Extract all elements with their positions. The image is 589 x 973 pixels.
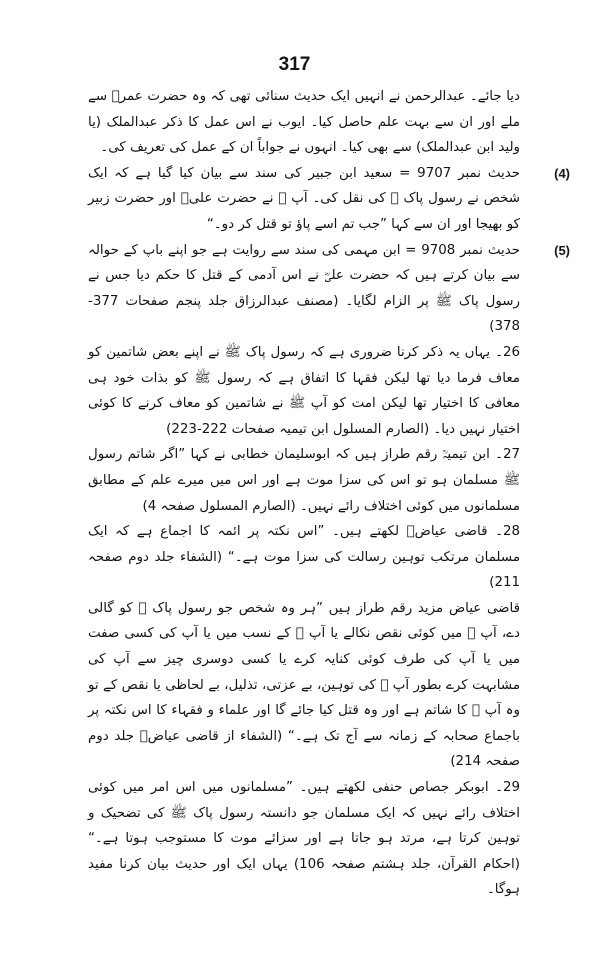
page-number: 317 — [278, 54, 311, 75]
hadith-4-block — [88, 161, 570, 238]
item-number-5: (5) — [554, 242, 570, 258]
hadith-9708-paragraph: حدیث نمبر 9708 = ابن مہمی کی سند سے روایت ہے جو اپنے باپ کے حوالہ سے بیان کرتے ہیں کہ حضرت علیؓ نے اس آدمی کے قتل کا حکم دیا جس نے رسول پاک ﷺ پر الزام لگایا۔ (مصنف عبدالرزاق جلد پنجم صفحات 377-378) — [88, 242, 520, 335]
paragraph-27: 27۔ ابن تیمیہؒ رقم طراز ہیں کہ ابوسلیمان خطابی نے کہا ”اگر شاتم رسول ﷺ مسلمان ہو تو اس کی سزا موت ہے اور اس میں میرے علم کے مطابق مسلمانوں میں کوئی اختلاف رائے نہیں۔ (الصارم المسلول صفحہ 4) — [88, 447, 520, 514]
paragraph-continuation: دیا جائے۔ عبدالرحمن نے انہیں ایک حدیث سنائی تھی کہ وہ حضرت عمرؓ سے ملے اور ان سے بہت علم حاصل کیا۔ ایوب نے اس عمل کا ذکر عبدالملک (یا ولید ابن عبدالملک) سے بھی کیا۔ انہوں نے جواباً ان کے عمل کی تعریف کی۔ — [88, 89, 520, 156]
paragraph-28: 28۔ قاضی عیاضؒ لکھتے ہیں۔ ”اس نکتہ پر ائمہ کا اجماع ہے کہ ایک مسلمان مرتکب توہین رسالت کی سزا موت ہے۔“ (الشفاء جلد دوم صفحہ 211) — [88, 524, 520, 591]
paragraph-26: 26۔ یہاں یہ ذکر کرنا ضروری ہے کہ رسول پاک ﷺ نے اپنے بعض شاتمین کو معاف فرما دیا تھا لیکن فقہا کا اتفاق ہے کہ رسول ﷺ کو بذات خود ہی معافی کا اختیار تھا لیکن امت کو آپ ﷺ نے شاتمین کو معاف کرنے کا کوئی اختیار نہیں دیا۔ (الصارم المسلول ابن تیمیہ صفحات 222-223) — [88, 344, 520, 437]
paragraph-29: 29۔ ابوبکر جصاص حنفی لکھتے ہیں۔ ”مسلمانوں میں اس امر میں کوئی اختلاف رائے نہیں کہ ایک مسلمان جو دانستہ رسول پاک ﷺ کی تضحیک و توہین کرتا ہے، مرتد ہو جاتا ہے اور سزائے موت کا مستوجب ہوتا ہے۔“ (احکام القرآن، جلد ہشتم صفحہ 106) یہاں ایک اور حدیث بیان کرنا مفید ہوگا۔ — [88, 780, 520, 898]
hadith-5-block — [88, 238, 570, 340]
page-body — [88, 84, 570, 903]
item-number-4: (4) — [554, 165, 570, 181]
hadith-9707-paragraph: حدیث نمبر 9707 = سعید ابن جبیر کی سند سے بیان کیا گیا ہے کہ ایک شخص نے رسول پاک ﷺ کی نقل کی۔ آپ ﷺ نے حضرت علیؓ اور حضرت زبیر کو بھیجا اور ان سے کہا ”جب تم اسے پاؤ تو قتل کر دو۔“ — [88, 165, 521, 232]
paragraph-qazi-iyaz: قاضی عیاض مزید رقم طراز ہیں ”ہر وہ شخص جو رسول پاک ﷺ کو گالی دے، آپ ﷺ میں کوئی نقص نکالے یا آپ ﷺ کے نسب میں یا آپ کی کسی صفت میں یا آپ کی طرف کوئی کنایہ کرے یا کسی دوسری چیز سے آپ کی مشابہت کرے بطور آپ ﷺ کی توہین، بے عزتی، تذلیل، بے لحاظی یا نقص کے تو وہ آپ ﷺ کا شاتم ہے اور وہ قتل کیا جائے گا اور علماء و فقہاء کا اس نکتہ پر باجماع صحابہ کے زمانہ سے آج تک ہے۔“ (الشفاء از قاضی عیاضؒ جلد دوم صفحہ 214) — [88, 600, 520, 770]
